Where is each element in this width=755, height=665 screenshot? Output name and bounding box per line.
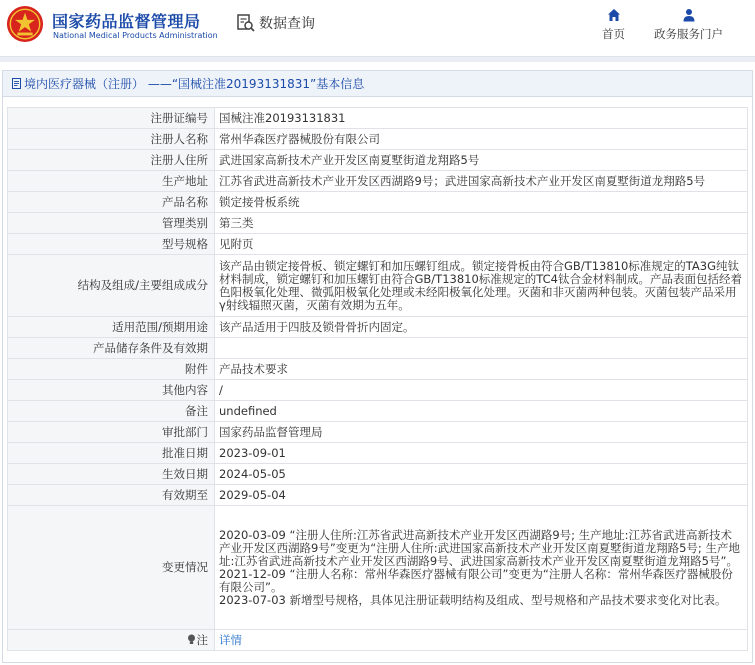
nav-gov-service[interactable]	[654, 8, 723, 42]
table-row	[8, 380, 748, 401]
data-query-link[interactable]	[236, 13, 315, 33]
table-row	[8, 464, 748, 485]
nmpa-logo-icon	[6, 5, 44, 43]
table-row	[8, 443, 748, 464]
panel-title-text: 境内医疗器械（注册） ——“国械注准20193131831”基本信息	[24, 77, 365, 91]
field-value: 2024-05-05	[215, 464, 748, 485]
field-value: 锁定接骨板系统	[215, 192, 748, 213]
field-label: 结构及组成/主要组成成分	[8, 255, 215, 317]
document-search-icon	[236, 13, 256, 33]
field-value: 国械注准20193131831	[215, 108, 748, 129]
field-value: 江苏省武进高新技术产业开发区西湖路9号；武进国家高新技术产业开发区南夏墅街道龙翔路5号	[215, 171, 748, 192]
field-value: 见附页	[215, 234, 748, 255]
field-label: 型号规格	[8, 234, 215, 255]
field-value: 国家药品监督管理局	[215, 422, 748, 443]
field-value: 常州华森医疗器械股份有限公司	[215, 129, 748, 150]
note-row	[8, 630, 748, 651]
nav-gov-label: 政务服务门户	[654, 27, 723, 41]
details-link[interactable]: 详情	[219, 632, 242, 647]
field-value: 2023-09-01	[215, 443, 748, 464]
field-label: 注册证编号	[8, 108, 215, 129]
field-label: 注册人名称	[8, 129, 215, 150]
user-icon	[682, 8, 696, 22]
document-icon	[11, 78, 22, 89]
table-row	[8, 150, 748, 171]
table-row	[8, 485, 748, 506]
nav-home-label: 首页	[602, 27, 625, 41]
home-icon	[607, 8, 621, 22]
field-label: 生产地址	[8, 171, 215, 192]
field-label: 变更情况	[8, 506, 215, 630]
field-value: 该产品适用于四肢及锁骨骨折内固定。	[215, 317, 748, 338]
table-row	[8, 422, 748, 443]
table-row	[8, 506, 748, 630]
field-label: 备注	[8, 401, 215, 422]
field-label: 附件	[8, 359, 215, 380]
table-row	[8, 234, 748, 255]
table-row	[8, 192, 748, 213]
field-label: 有效期至	[8, 485, 215, 506]
table-row	[8, 255, 748, 317]
panel-title	[3, 71, 752, 97]
field-label: 适用范围/预期用途	[8, 317, 215, 338]
field-label: 注册人住所	[8, 150, 215, 171]
table-row	[8, 171, 748, 192]
field-label: 产品名称	[8, 192, 215, 213]
field-value: 2029-05-04	[215, 485, 748, 506]
field-value: undefined	[215, 401, 748, 422]
field-label: 其他内容	[8, 380, 215, 401]
brand-name-en: National Medical Products Administration	[53, 31, 218, 40]
table-row	[8, 213, 748, 234]
brand-name-cn: 国家药品监督管理局	[52, 12, 201, 31]
lightbulb-icon	[187, 634, 196, 645]
field-label: 审批部门	[8, 422, 215, 443]
table-row	[8, 401, 748, 422]
field-label: 产品储存条件及有效期	[8, 338, 215, 359]
note-label: 注	[196, 632, 208, 647]
table-row	[8, 108, 748, 129]
data-query-label: 数据查询	[259, 16, 315, 32]
change-entry: 2023-07-03 新增型号规格，具体见注册证载明结构及组成、型号规格和产品技术要求变化对比表。	[219, 592, 727, 607]
table-row	[8, 317, 748, 338]
info-table	[7, 107, 748, 651]
table-row	[8, 338, 748, 359]
nav-home[interactable]	[602, 8, 625, 42]
field-value: 该产品由锁定接骨板、锁定螺钉和加压螺钉组成。锁定接骨板由符合GB/T13810标准规定的TA3G纯钛材料制成，锁定螺钉和加压螺钉由符合GB/T13810标准规定的TC4钛合金材料制成。产品表面包括经着色阳极氧化处理、微弧阳极氧化处理或未经阳极氧化处理。灭菌和非灭菌两种包装。灭菌包装产品采用γ射线辐照灭菌，灭菌有效期为五年。	[215, 255, 748, 317]
field-value	[215, 506, 748, 630]
table-row	[8, 129, 748, 150]
field-value: /	[215, 380, 748, 401]
change-entry: 2020-03-09 “注册人住所:江苏省武进高新技术产业开发区西湖路9号; 生产地址:江苏省武进高新技术产业开发区西湖路9号”变更为“注册人住所:武进国家高新技术产业开发区南夏墅街道龙翔路5号; 生产地址:江苏省武进高新技术产业开发区西湖路9号、武进国家高新技术产业开发区南夏墅街道龙翔路5号”。	[219, 527, 740, 568]
field-value: 产品技术要求	[215, 359, 748, 380]
site-header	[0, 0, 755, 56]
field-value: 第三类	[215, 213, 748, 234]
note-label-cell	[8, 630, 215, 651]
table-row	[8, 359, 748, 380]
change-entry: 2021-12-09 “注册人名称：常州华森医疗器械有限公司”变更为“注册人名称：常州华森医疗器械股份有限公司”。	[219, 566, 733, 594]
field-label: 批准日期	[8, 443, 215, 464]
field-value	[215, 338, 748, 359]
field-value: 武进国家高新技术产业开发区南夏墅街道龙翔路5号	[215, 150, 748, 171]
field-label: 管理类别	[8, 213, 215, 234]
header-divider	[0, 56, 755, 62]
info-panel	[2, 70, 753, 663]
field-label: 生效日期	[8, 464, 215, 485]
